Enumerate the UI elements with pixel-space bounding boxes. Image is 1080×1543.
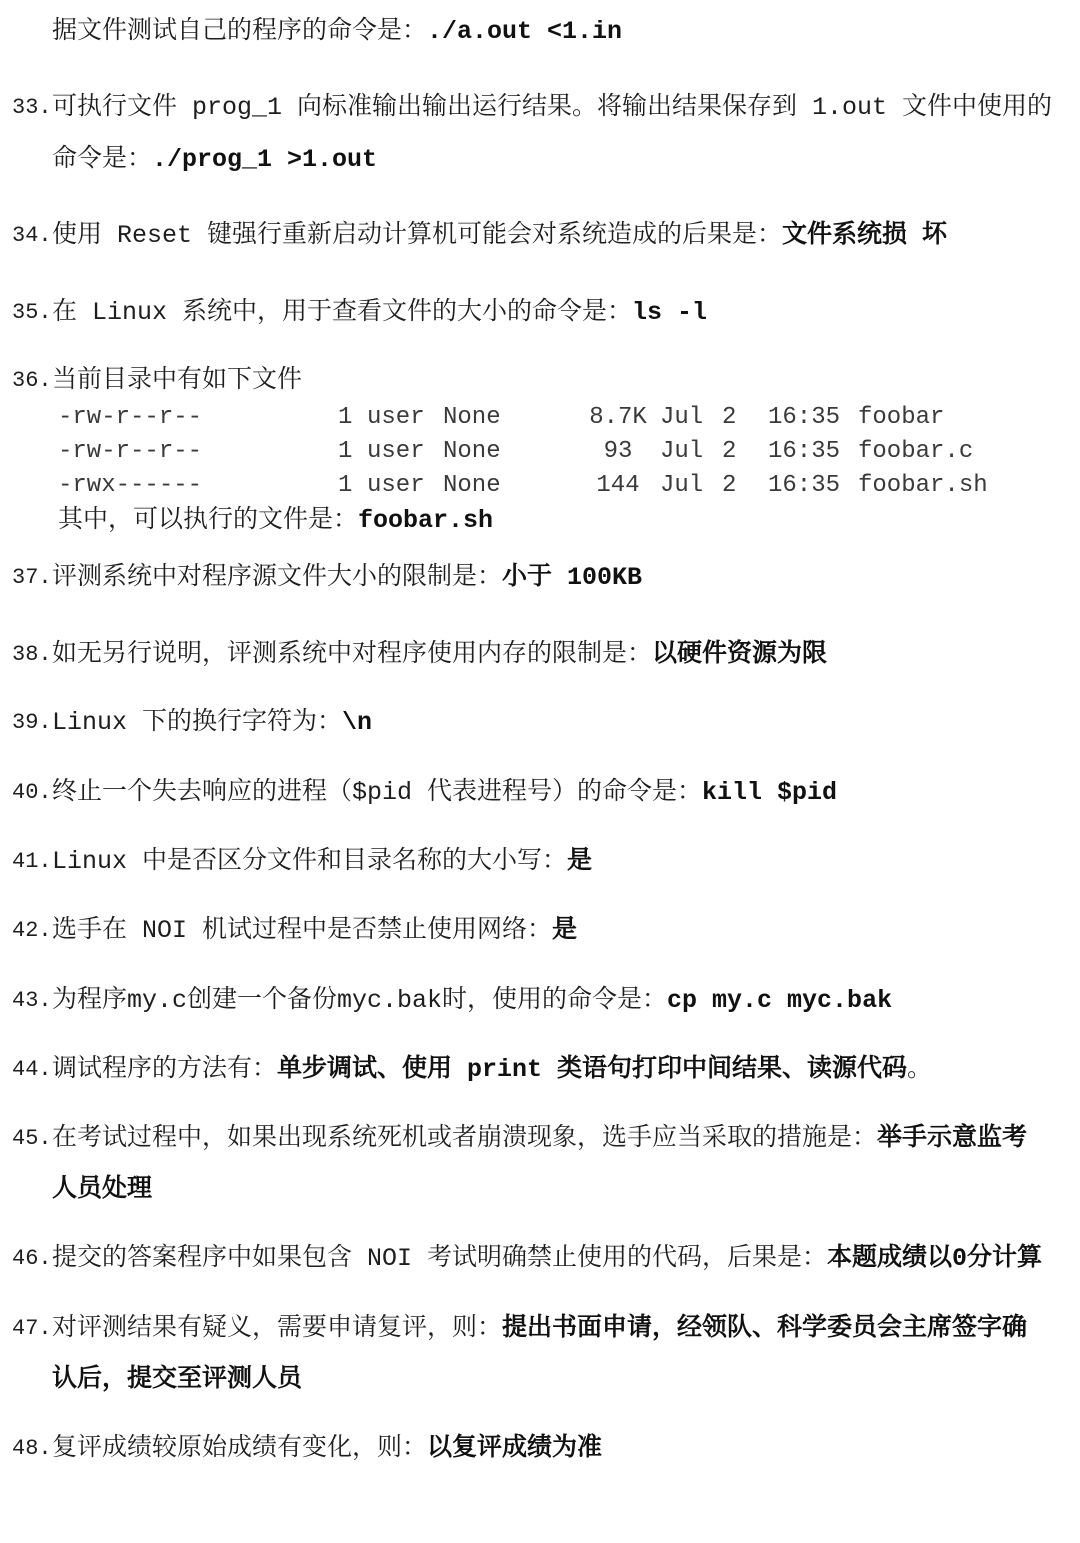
question-text-line [58,506,493,536]
question-text-line [52,1175,152,1205]
file-group: None [443,404,501,431]
question-text: Linux 中是否区分文件和目录名称的大小写： [52,847,568,876]
question-answer: 小于 100KB [502,563,643,592]
question-number: 35. [12,300,52,325]
question-number: 45. [12,1126,52,1151]
file-time: 16:35 [768,472,841,499]
question-answer: 以复评成绩为准 [427,1434,603,1463]
question-answer: 文件系统损 坏 [782,221,948,250]
question-text: 命令是： [52,145,153,174]
question-answer: 认后，提交至评测人员 [52,1365,303,1394]
question-text-line [52,1124,1027,1154]
question-number: 42. [12,918,52,943]
question-text: 可执行文件 prog_1 向标准输出输出运行结果。将输出结果保存到 1.out 文件中使用的 [52,93,1053,122]
question-text-line [52,1365,302,1395]
question-text: 使用 Reset 键强行重新启动计算机可能会对系统造成的后果是： [52,221,783,250]
question-text-line [52,916,577,946]
question-answer: ./prog_1 >1.out [152,145,378,174]
question-text: Linux 下的换行字符为： [52,708,343,737]
file-links: 1 [338,438,353,465]
file-mode: -rwx------ [58,472,203,499]
file-size: 8.7K [589,404,647,431]
question-text: 调试程序的方法有： [52,1055,278,1084]
question-number: 36. [12,368,52,393]
question-text-line [52,366,302,396]
question-answer: \n [342,708,373,737]
question-answer: 本题成绩以0分计算 [827,1244,1043,1273]
file-day: 2 [722,472,737,499]
question-answer: 举手示意监考 [877,1124,1028,1153]
question-text: 如无另行说明，评测系统中对程序使用内存的限制是： [52,640,653,669]
question-number: 48. [12,1436,52,1461]
question-number: 34. [12,223,52,248]
question-answer: ls -l [632,298,708,327]
question-text: 在考试过程中，如果出现系统死机或者崩溃现象，选手应当采取的措施是： [52,1124,878,1153]
question-text-line [52,298,707,328]
file-time: 16:35 [768,404,841,431]
question-text-line [52,778,837,808]
question-answer: 是 [567,847,593,876]
file-group: None [443,438,501,465]
file-owner: user [367,438,425,465]
question-text-line [52,986,892,1016]
question-number: 39. [12,710,52,735]
question-answer: 人员处理 [52,1175,153,1204]
prev-question-tail-line [52,17,622,47]
question-text: 复评成绩较原始成绩有变化，则： [52,1434,428,1463]
file-day: 2 [722,438,737,465]
question-number: 47. [12,1316,52,1341]
question-answer: ./a.out <1.in [427,17,623,46]
question-number: 41. [12,849,52,874]
question-text: 为程序my.c创建一个备份myc.bak时，使用的命令是： [52,986,668,1015]
file-row [0,471,1080,501]
question-text-line [52,93,1052,123]
question-text: 在 Linux 系统中，用于查看文件的大小的命令是： [52,298,633,327]
question-text-line [52,708,372,738]
question-text: 提交的答案程序中如果包含 NOI 考试明确禁止使用的代码，后果是： [52,1244,828,1273]
question-number: 40. [12,780,52,805]
question-text-line [52,145,377,175]
file-links: 1 [338,472,353,499]
question-text-line [52,1055,932,1085]
question-answer: 是 [552,916,578,945]
question-number: 44. [12,1057,52,1082]
file-group: None [443,472,501,499]
question-text: 评测系统中对程序源文件大小的限制是： [52,563,503,592]
question-answer: 单步调试、使用 print 类语句打印中间结果、读源代码 [277,1055,908,1084]
question-number: 43. [12,988,52,1013]
file-month: Jul [660,472,704,499]
file-mode: -rw-r--r-- [58,438,203,465]
file-name: foobar.sh [858,472,988,499]
question-number: 37. [12,565,52,590]
question-number: 33. [12,95,52,120]
file-row [0,437,1080,467]
question-tail: 。 [907,1055,933,1084]
question-text-line [52,847,592,877]
file-month: Jul [660,438,704,465]
file-day: 2 [722,404,737,431]
question-text: 其中，可以执行的文件是： [58,506,359,535]
question-text: 当前目录中有如下文件 [52,366,303,395]
question-text-line [52,640,827,670]
question-text: 据文件测试自己的程序的命令是： [52,17,428,46]
file-owner: user [367,472,425,499]
question-answer: foobar.sh [358,506,494,535]
file-owner: user [367,404,425,431]
question-text: 终止一个失去响应的进程（$pid 代表进程号）的命令是： [52,778,703,807]
question-text-line [52,1314,1027,1344]
question-answer: cp my.c myc.bak [667,986,893,1015]
question-text: 选手在 NOI 机试过程中是否禁止使用网络： [52,916,553,945]
file-size: 144 [596,472,640,499]
file-name: foobar [858,404,945,431]
file-mode: -rw-r--r-- [58,404,203,431]
file-links: 1 [338,404,353,431]
question-number: 38. [12,642,52,667]
question-answer: kill $pid [702,778,838,807]
file-row [0,403,1080,433]
question-number: 46. [12,1246,52,1271]
question-text-line [52,563,642,593]
file-name: foobar.c [858,438,974,465]
question-text-line [52,1434,602,1464]
question-text-line [52,221,947,251]
question-answer: 以硬件资源为限 [652,640,828,669]
file-month: Jul [660,404,704,431]
file-time: 16:35 [768,438,841,465]
question-answer: 提出书面申请，经领队、科学委员会主席签字确 [502,1314,1028,1343]
question-text: 对评测结果有疑义，需要申请复评，则： [52,1314,503,1343]
file-size: 93 [603,438,633,465]
question-text-line [52,1244,1042,1274]
